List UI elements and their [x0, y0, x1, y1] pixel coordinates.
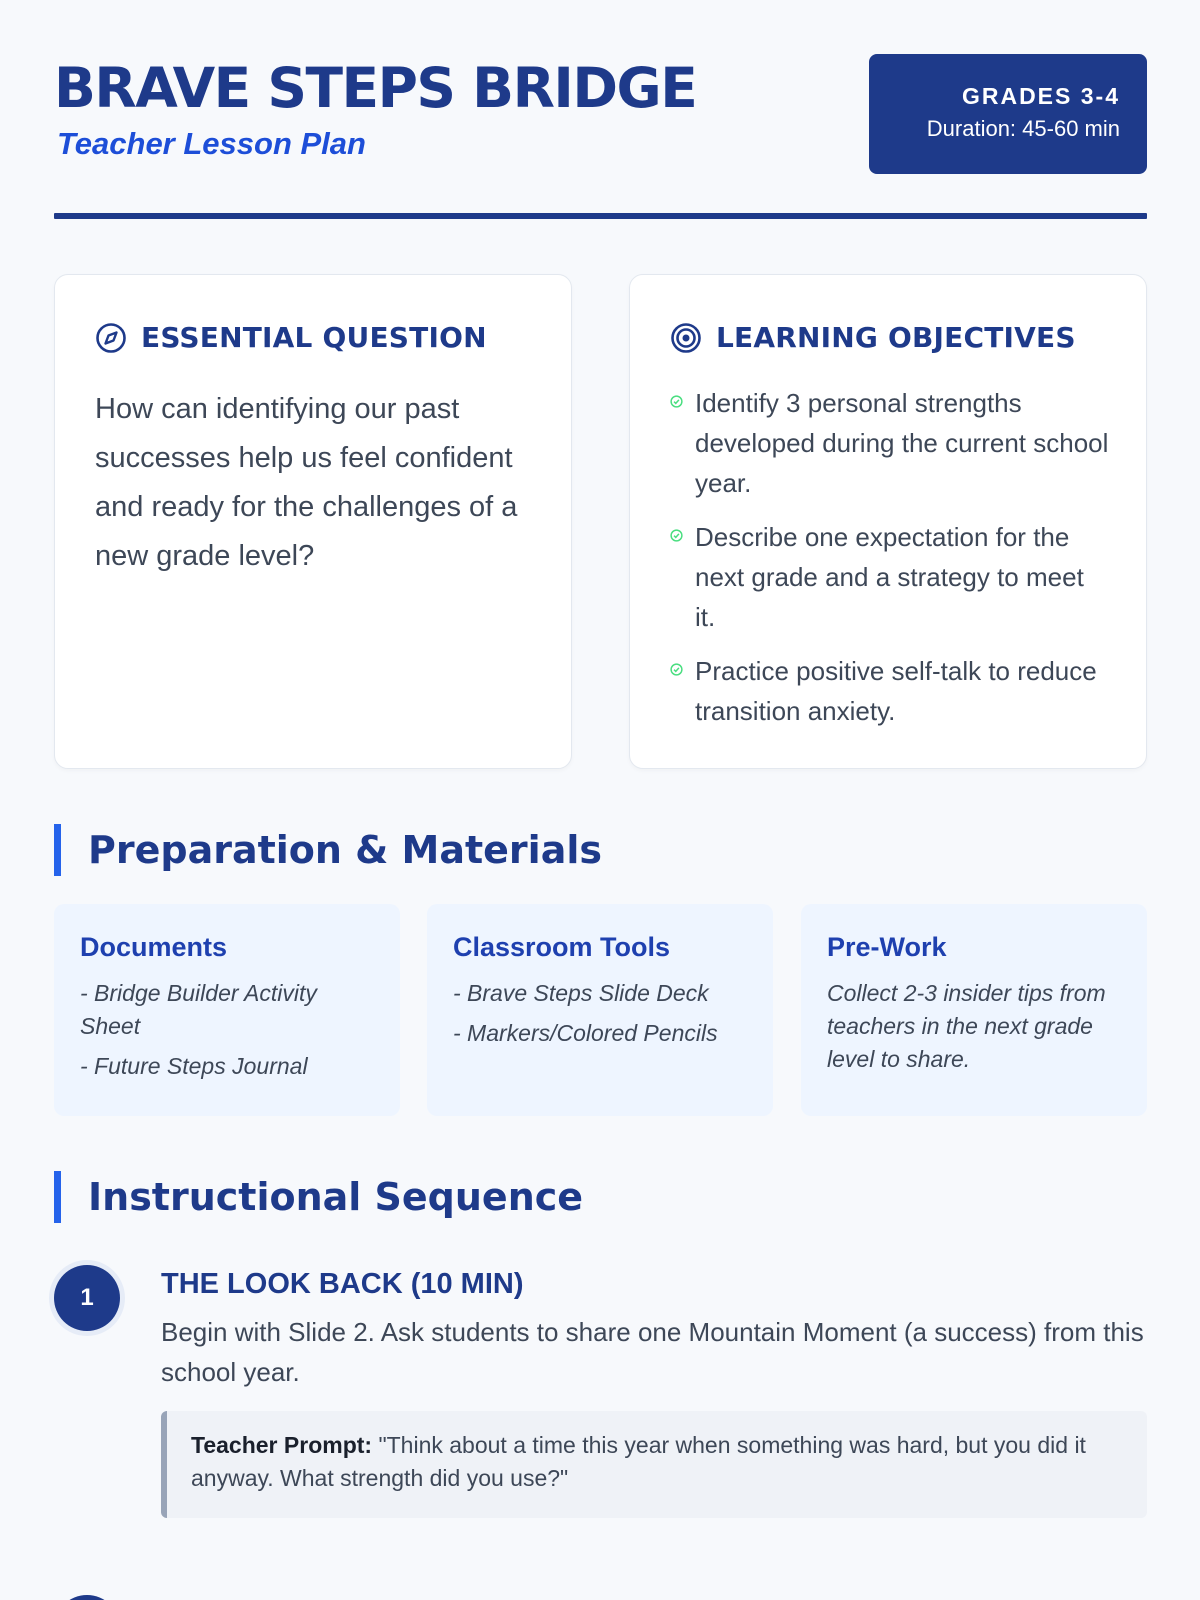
objective-text: Identify 3 personal strengths developed during the current school year.	[695, 388, 1109, 498]
materials-documents	[54, 904, 400, 1116]
header-divider	[54, 213, 1147, 219]
compass-icon	[95, 322, 127, 354]
sequence-heading-text: Instructional Sequence	[88, 1175, 584, 1219]
objectives-list	[670, 383, 1110, 745]
materials-item: - Brave Steps Slide Deck	[453, 980, 709, 1006]
page-title: BRAVE STEPS BRIDGE	[54, 56, 697, 120]
teacher-prompt-box	[161, 1411, 1147, 1518]
materials-column-title: Documents	[80, 932, 228, 962]
materials-item: Collect 2-3 insider tips from teachers in the next grade level to share.	[827, 980, 1106, 1072]
page-subtitle: Teacher Lesson Plan	[57, 126, 366, 161]
check-circle-icon	[670, 395, 683, 408]
step-number-badge: 1	[54, 1265, 120, 1331]
lesson-plan-page	[54, 0, 1147, 1600]
teacher-prompt-text: "Think about a time this year when something was hard, but you did it anyway. What strength did you use?"	[191, 1432, 1086, 1491]
next-step-number-badge	[54, 1595, 120, 1600]
teacher-prompt-label: Teacher Prompt:	[191, 1432, 373, 1458]
check-circle-icon	[670, 529, 683, 542]
essential-question-text: How can identifying our past successes help us feel confident and ready for the challenges of a new grade level?	[95, 393, 518, 572]
check-circle-icon	[670, 663, 683, 676]
preparation-heading-text: Preparation & Materials	[88, 828, 602, 872]
list-item	[670, 651, 1110, 731]
materials-item: - Bridge Builder Activity Sheet	[80, 980, 317, 1039]
materials-column-title: Classroom Tools	[453, 932, 671, 962]
objective-text: Describe one expectation for the next grade and a strategy to meet it.	[695, 522, 1084, 632]
list-item	[670, 383, 1110, 503]
materials-classroom-tools	[427, 904, 773, 1116]
duration-label: Duration: 45-60 min	[926, 115, 1120, 141]
objective-text: Practice positive self-talk to reduce transition anxiety.	[695, 656, 1097, 726]
step-title: THE LOOK BACK (10 MIN)	[161, 1268, 524, 1300]
grade-badge	[869, 54, 1147, 174]
essential-question-header	[95, 321, 487, 354]
materials-item: - Markers/Colored Pencils	[453, 1020, 718, 1046]
materials-column-title: Pre-Work	[827, 932, 947, 962]
materials-pre-work	[801, 904, 1147, 1116]
essential-question-card	[54, 274, 572, 769]
preparation-heading	[54, 824, 602, 876]
learning-objectives-header	[670, 321, 1076, 354]
learning-objectives-label: LEARNING OBJECTIVES	[716, 321, 1076, 354]
essential-question-label: ESSENTIAL QUESTION	[141, 321, 487, 354]
grades-label: GRADES 3-4	[961, 83, 1120, 109]
header	[54, 54, 1147, 184]
sequence-heading	[54, 1171, 583, 1223]
list-item	[670, 517, 1110, 637]
learning-objectives-card	[629, 274, 1147, 769]
materials-item: - Future Steps Journal	[80, 1053, 308, 1079]
step-description: Begin with Slide 2. Ask students to share one Mountain Moment (a success) from this school year.	[161, 1317, 1144, 1387]
target-icon	[670, 322, 702, 354]
